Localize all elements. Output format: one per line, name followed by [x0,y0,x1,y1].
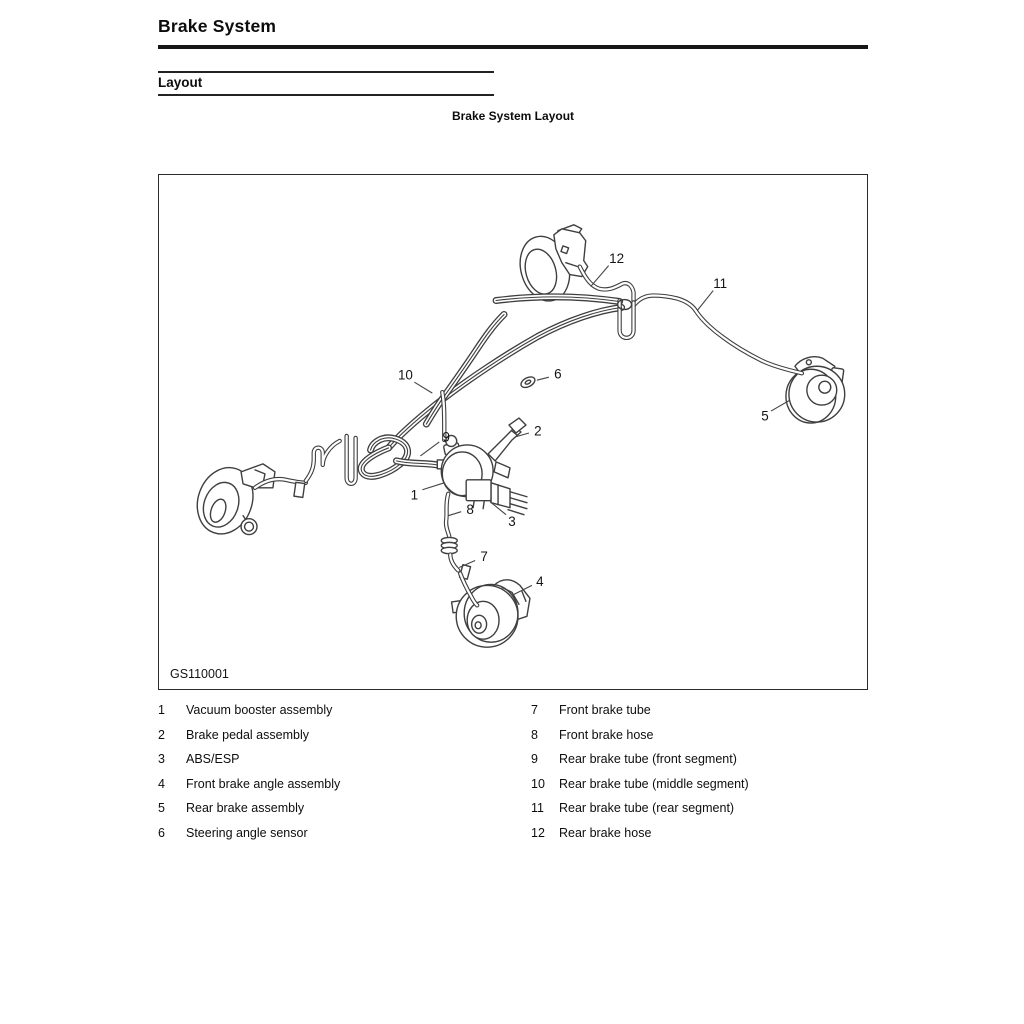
legend-item [158,703,531,728]
front-brake-hose [441,494,457,554]
legend-item-number: 2 [158,727,165,742]
section-rule-bottom [158,94,494,96]
legend-item-label: Rear brake assembly [186,801,305,815]
rear-brake-tube-middle-segment [388,297,621,448]
legend-item [158,826,531,851]
callout-leader-vacuum-booster-assembly [422,483,444,490]
legend-item-label: Vacuum booster assembly [186,703,333,717]
brake-system-diagram [159,175,867,689]
callout-number-brake-pedal-assembly: 2 [534,423,542,439]
callout-leader-rear-brake-tube-middle-segment [414,382,432,393]
legend-item-label: Front brake hose [559,727,654,742]
legend-item-label: Rear brake tube (front segment) [559,752,737,766]
legend-item-number: 1 [158,703,165,717]
title-rule [158,45,868,49]
callout-number-front-brake-tube: 7 [480,549,488,565]
legend-item-label: Rear brake hose [559,825,652,840]
legend-item-label: Steering angle sensor [186,825,308,840]
callout-leader-rear-brake-tube-rear-segment [697,291,713,311]
legend-item-label: ABS/ESP [186,752,240,766]
callout-number-front-brake-angle-assembly: 4 [536,573,544,589]
legend-item-number: 7 [531,703,538,717]
figure-code: GS110001 [170,667,229,681]
legend-item-number: 11 [531,801,544,815]
legend-item [531,777,868,802]
callout-number-steering-angle-sensor: 6 [554,366,562,382]
legend-item [158,728,531,753]
front-wheel-assembly [452,580,530,647]
legend-item-label: Brake pedal assembly [186,727,309,742]
callout-number-rear-brake-assembly: 5 [761,408,769,424]
legend-item [158,777,531,802]
section-rule-top [158,71,494,73]
legend-item-label: Rear brake tube (rear segment) [559,801,735,815]
legend-item [531,801,868,826]
callout-number-front-brake-hose: 8 [466,502,474,518]
callout-number-abs-esp-unit: 3 [508,514,516,530]
figure-caption: Brake System Layout [451,109,575,123]
legend-column-right [531,703,868,850]
legend-item-label: Front brake angle assembly [186,776,341,791]
steering-angle-sensor [519,375,536,390]
legend-item-number: 9 [531,752,538,766]
rear-right-wheel-assembly [786,357,845,423]
legend-item [158,752,531,777]
callout-number-rear-brake-hose: 12 [609,251,625,267]
legend-item-label: Rear brake tube (middle segment) [559,776,749,791]
legend-item [531,728,868,753]
callout-leader-front-brake-hose [448,512,461,516]
legend-item-number: 3 [158,752,165,766]
legend-column-left [158,703,531,850]
callout-number-rear-brake-tube-front-segment: 9 [442,429,451,445]
legend-item [531,826,868,851]
legend-item-number: 4 [158,776,165,791]
callout-number-vacuum-booster-assembly: 1 [410,487,419,503]
legend-item-number: 6 [158,825,165,840]
legend-item-number: 5 [158,801,165,815]
callout-leader-rear-brake-tube-front-segment [420,442,439,456]
section-heading: Layout [158,75,203,90]
figure-frame [158,174,868,690]
legend-item-number: 8 [531,727,538,742]
booster-abs-unit [437,418,527,518]
legend [158,703,868,850]
legend-item-label: Front brake tube [559,703,651,717]
legend-item [531,703,868,728]
callout-layer [398,251,790,594]
legend-item [531,752,868,777]
legend-item [158,801,531,826]
legend-item-number: 10 [531,776,545,791]
callout-number-rear-brake-tube-rear-segment: 11 [713,276,728,292]
legend-item-number: 12 [531,825,545,840]
rear-brake-tube-rear-segment [635,296,802,374]
left-wheel-assembly [188,460,275,542]
callout-leader-rear-brake-hose [591,266,609,287]
callout-leader-steering-angle-sensor [537,377,549,380]
page-title: Brake System [158,16,277,36]
callout-number-rear-brake-tube-middle-segment: 10 [397,367,413,383]
